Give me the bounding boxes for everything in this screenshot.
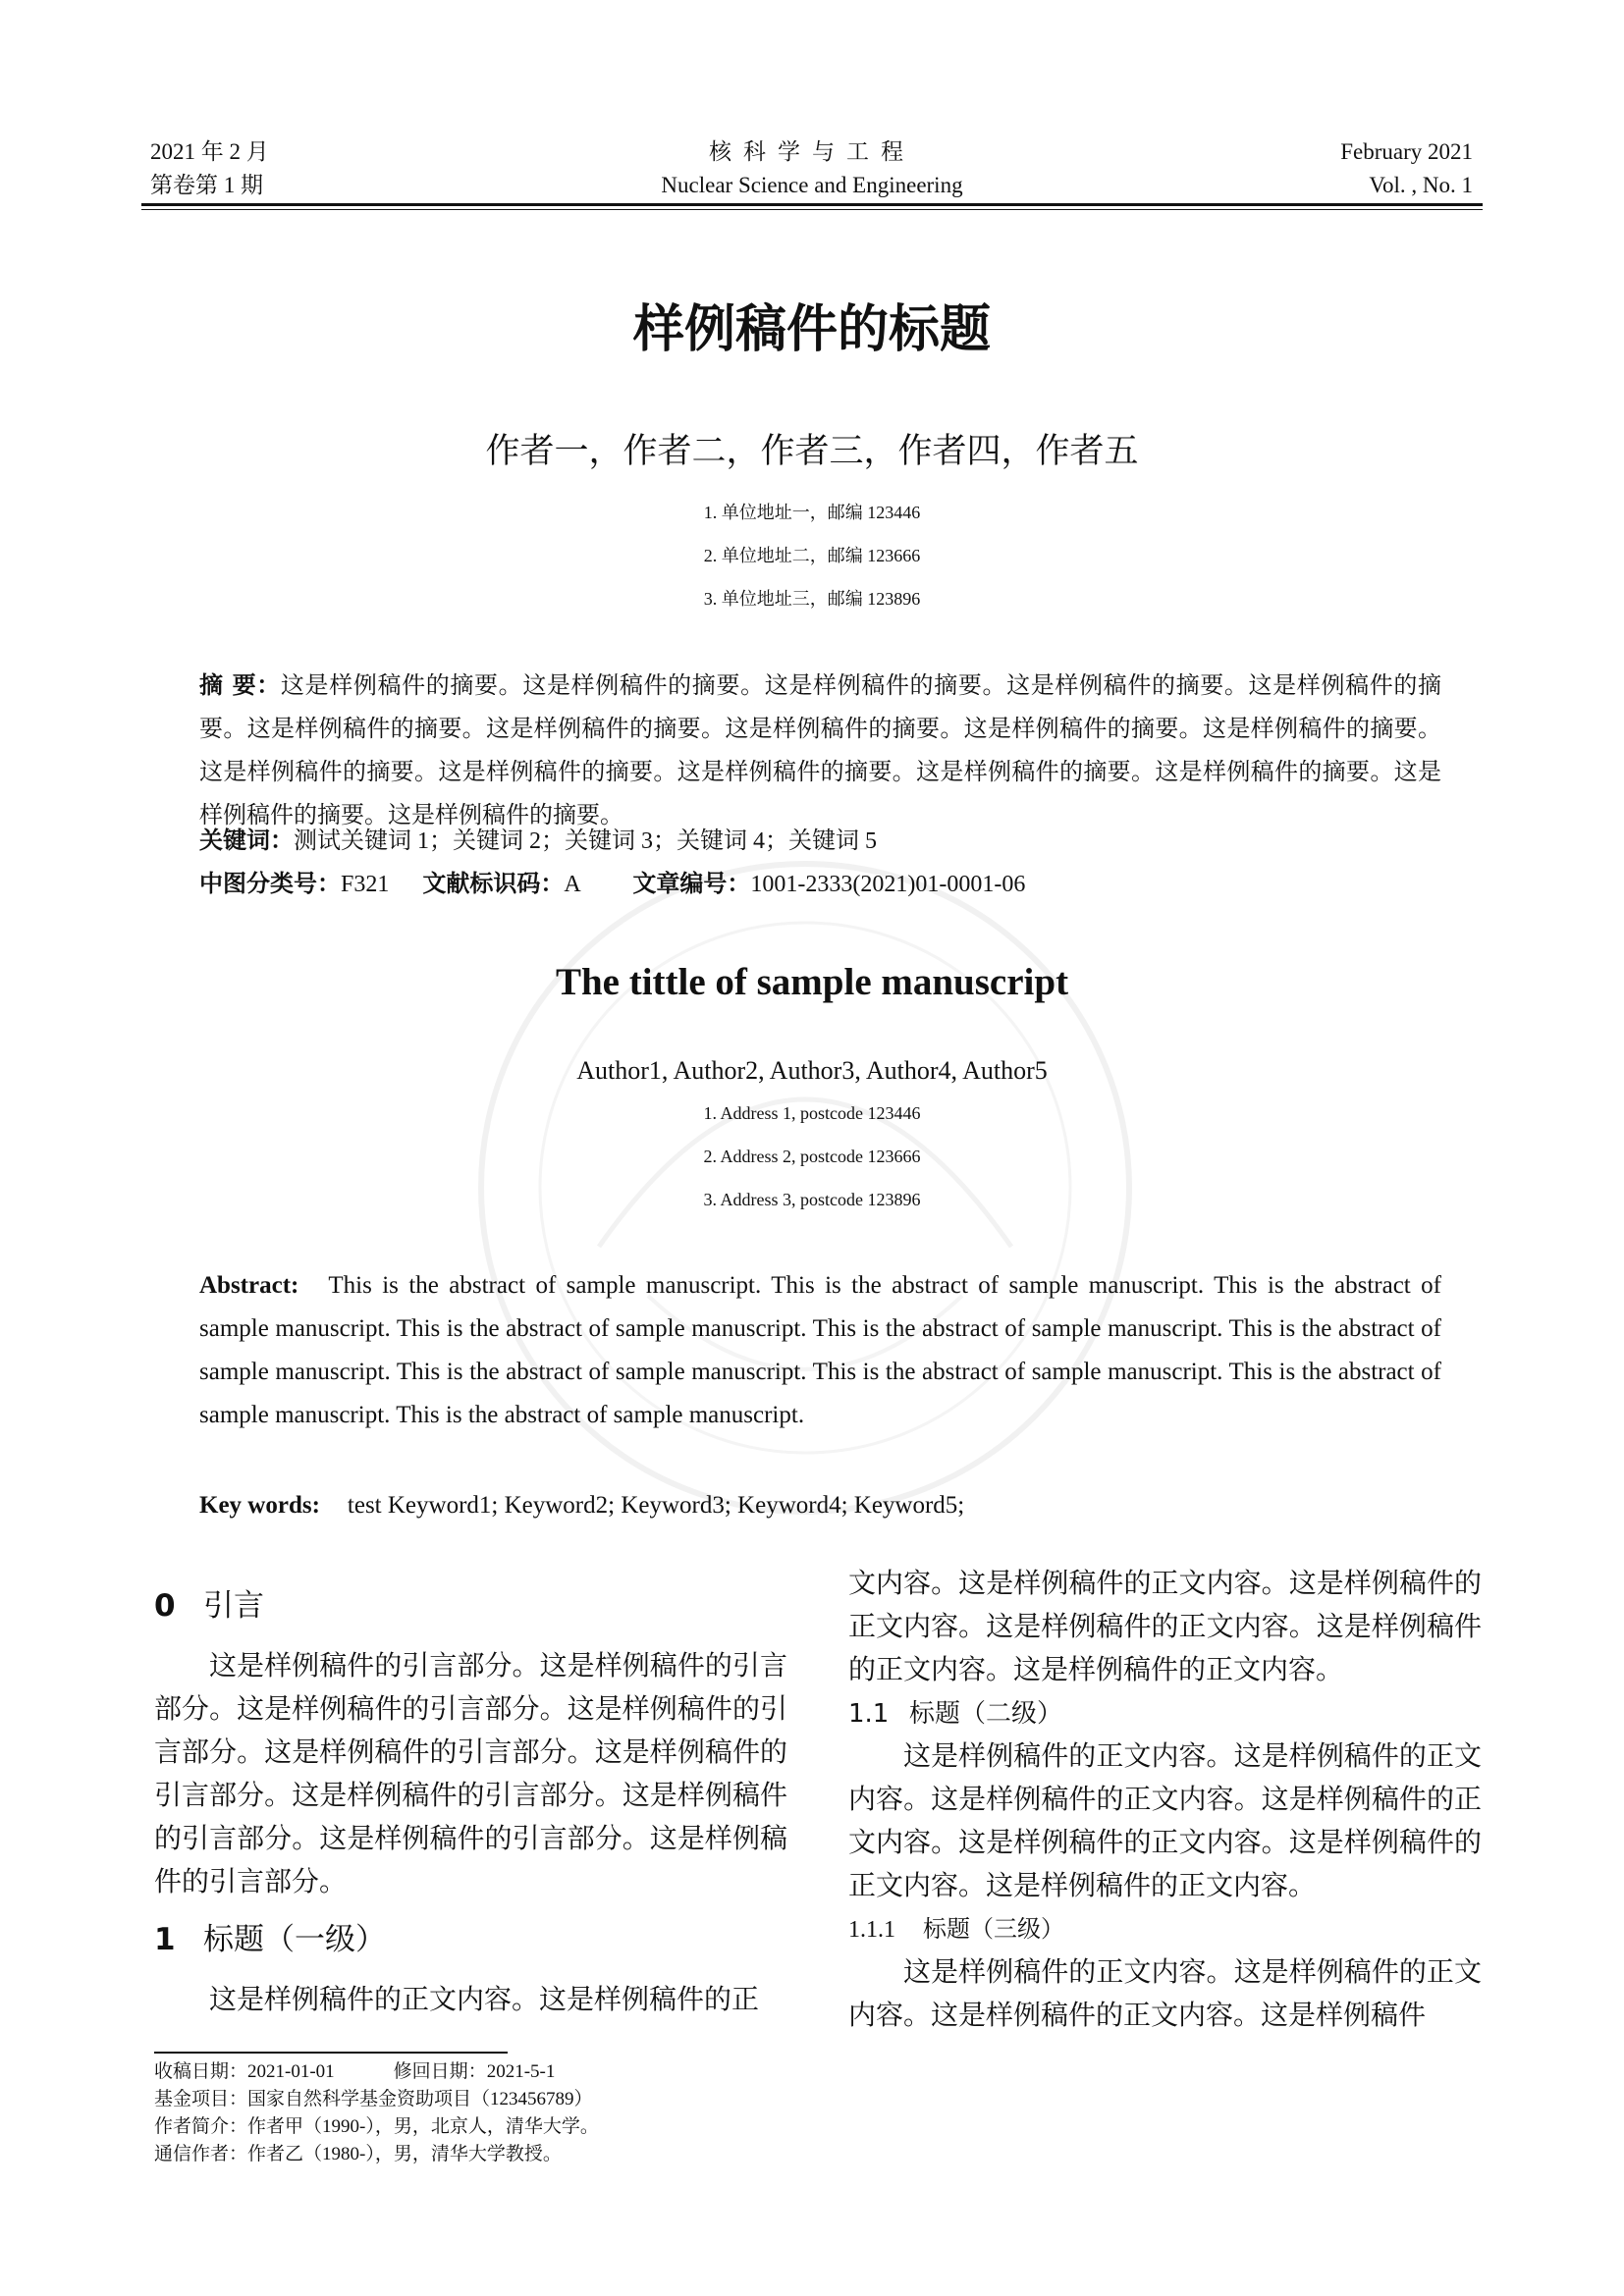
clc-value: F321 — [341, 872, 390, 897]
subsection-heading-1-1 — [848, 1692, 1482, 1735]
journal-name-en: Nuclear Science and Engineering — [661, 173, 963, 197]
subsection-number-1-1: 1.1 — [848, 1699, 890, 1729]
clc-label: 中图分类号： — [199, 870, 341, 897]
header-center — [517, 135, 1107, 202]
classification-line — [199, 862, 1441, 906]
abstract-cn-label: 摘 要： — [199, 671, 281, 699]
header-date: 2021 年 2 月 — [150, 139, 269, 164]
affiliation-en-1: 1. Address 1, postcode 123446 — [703, 1103, 921, 1123]
abstract-cn — [199, 664, 1441, 837]
section-number-0: 0 — [154, 1588, 176, 1624]
keywords-cn-label: 关键词： — [199, 827, 294, 854]
footnote-author: 作者简介：作者甲（1990-），男，北京人，清华大学。 — [154, 2116, 599, 2137]
affiliation-cn-3: 3. 单位地址三，邮编 123896 — [703, 589, 921, 609]
header-left — [150, 135, 269, 202]
keywords-en — [199, 1484, 1441, 1527]
footnote-dates — [154, 2058, 599, 2086]
section-1-paragraph-cont: 文内容。这是样例稿件的正文内容。这是样例稿件的正文内容。这是样例稿件的正文内容。这是样例稿件的正文内容。这是样例稿件的正文内容。 — [848, 1569, 1482, 1685]
article-id-value: 1001-2333(2021)01-0001-06 — [750, 872, 1026, 897]
paper-title-cn: 样例稿件的标题 — [632, 300, 991, 359]
footnote-fund: 基金项目：国家自然科学基金资助项目（123456789） — [154, 2089, 593, 2109]
intro-paragraph: 这是样例稿件的引言部分。这是样例稿件的引言部分。这是样例稿件的引言部分。这是样例稿件的引言部分。这是样例稿件的引言部分。这是样例稿件的引言部分。这是样例稿件的引言部分。这是样例稿件的引言部分。这是样例稿件的引言部分。这是样例稿件的引言部分。 — [154, 1651, 787, 1897]
subsubsection-1-1-1-paragraph: 这是样例稿件的正文内容。这是样例稿件的正文内容。这是样例稿件的正文内容。这是样例稿件 — [848, 1957, 1482, 2031]
journal-name-cn: 核科学与工程 — [709, 139, 915, 164]
doc-code-value: A — [564, 872, 580, 897]
keywords-cn — [199, 819, 1441, 863]
section-title-1: 标题（一级） — [203, 1922, 386, 1957]
subsubsection-heading-1-1-1 — [848, 1908, 1482, 1951]
affiliation-en-2: 2. Address 2, postcode 123666 — [703, 1147, 921, 1166]
doc-code-label: 文献标识码： — [422, 870, 565, 897]
body-column-left — [154, 1584, 787, 2022]
subsection-title-1-1: 标题（二级） — [909, 1699, 1063, 1729]
footnote-corresponding: 通信作者：作者乙（1980-），男，清华大学教授。 — [154, 2144, 562, 2164]
received-label: 收稿日期： — [154, 2061, 248, 2082]
revised-date: 2021-5-1 — [486, 2061, 556, 2082]
footnotes — [154, 2058, 599, 2168]
revised-label: 修回日期： — [393, 2061, 487, 2082]
header-issue: 第卷第 1 期 — [150, 173, 263, 197]
affiliation-en-3: 3. Address 3, postcode 123896 — [703, 1190, 921, 1209]
section-heading-0 — [154, 1584, 787, 1628]
article-id-label: 文章编号： — [632, 870, 751, 897]
affiliation-cn-2: 2. 单位地址二，邮编 123666 — [703, 546, 921, 565]
abstract-cn-text: 这是样例稿件的摘要。这是样例稿件的摘要。这是样例稿件的摘要。这是样例稿件的摘要。这是样例稿件的摘要。这是样例稿件的摘要。这是样例稿件的摘要。这是样例稿件的摘要。这是样例稿件的摘要。这是样例稿件的摘要。这是样例稿件的摘要。这是样例稿件的摘要。这是样例稿件的摘要。这是样例稿件的摘要。这是样例稿件的摘要。这是样例稿件的摘要。这是样例稿件的摘要。 — [199, 673, 1441, 828]
subsubsection-number-1-1-1: 1.1.1 — [848, 1917, 895, 1943]
subsubsection-title-1-1-1: 标题（三级） — [923, 1917, 1064, 1943]
footnote-rule — [154, 2052, 508, 2054]
authors-cn: 作者一，作者二，作者三，作者四，作者五 — [485, 432, 1139, 470]
header-rule-thick — [141, 203, 1483, 206]
header-volume: Vol. , No. 1 — [1369, 173, 1473, 197]
section-number-1: 1 — [154, 1922, 176, 1957]
abstract-en — [199, 1264, 1441, 1437]
keywords-cn-text: 测试关键词 1；关键词 2；关键词 3；关键词 4；关键词 5 — [294, 828, 877, 854]
keywords-en-text: test Keyword1; Keyword2; Keyword3; Keyword4; Keyword5; — [347, 1492, 965, 1519]
body-column-right — [848, 1563, 1482, 2038]
keywords-en-label: Key words: — [199, 1492, 320, 1519]
header-date-en: February 2021 — [1340, 139, 1473, 164]
section-title-0: 引言 — [203, 1588, 264, 1624]
header-right — [1340, 135, 1473, 202]
section-1-paragraph-start: 这是样例稿件的正文内容。这是样例稿件的正 — [209, 1985, 760, 2015]
abstract-en-label: Abstract: — [199, 1272, 299, 1299]
paper-title-en: The tittle of sample manuscript — [555, 961, 1069, 1003]
header-rule-thin — [141, 209, 1483, 210]
section-heading-1 — [154, 1918, 787, 1961]
received-date: 2021-01-01 — [247, 2061, 335, 2082]
abstract-en-text: This is the abstract of sample manuscript. This is the abstract of sample manuscript. This is the abstract of sample manuscript. This is the abstract of sample manuscript. This is the abstract of sample manuscript. This is the abstract of sample manuscript. This is the abstract of sample manuscript. This is the abstract of sample manuscript. This is the abstract of sample manuscript. This is the abstract of sample manuscript. — [199, 1272, 1441, 1428]
authors-en: Author1, Author2, Author3, Author4, Author5 — [576, 1056, 1048, 1085]
subsection-1-1-paragraph: 这是样例稿件的正文内容。这是样例稿件的正文内容。这是样例稿件的正文内容。这是样例稿件的正文内容。这是样例稿件的正文内容。这是样例稿件的正文内容。这是样例稿件的正文内容。 — [848, 1741, 1482, 1901]
affiliation-cn-1: 1. 单位地址一，邮编 123446 — [703, 503, 921, 522]
